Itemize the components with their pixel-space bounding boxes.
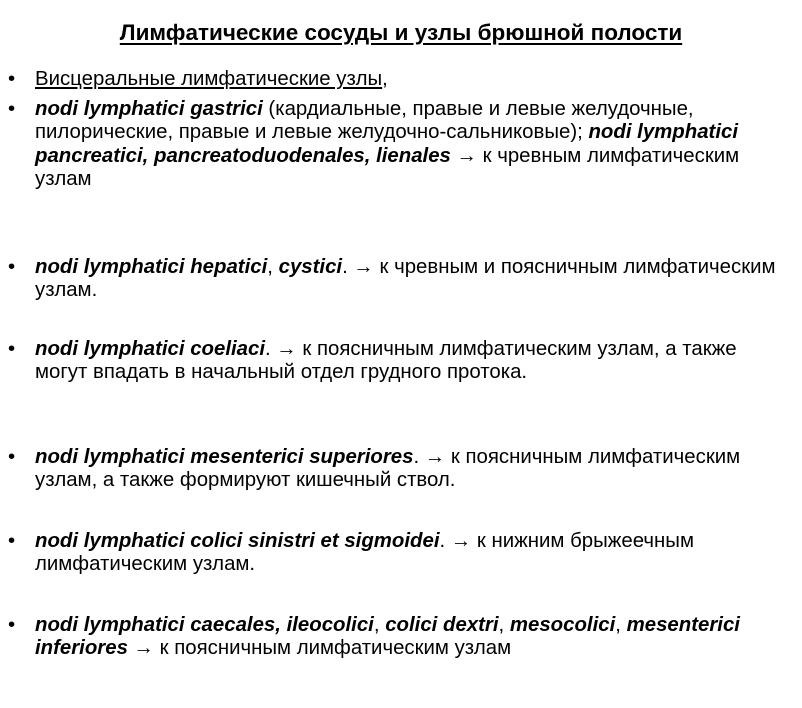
description-text: → к чревным лимфатическим узлам (35, 144, 740, 191)
description-text: , (615, 614, 627, 636)
bullet-marker: • (8, 68, 16, 90)
list-item-text (35, 446, 793, 493)
list-item (8, 338, 793, 385)
bullet-marker: • (8, 530, 16, 552)
latin-term: nodi lymphatici pancreatici, pancreatoduodenales, lienales (35, 121, 738, 167)
page-title-text: Лимфатические сосуды и узлы брюшной полости (119, 20, 683, 45)
description-text: . → к чревным и поясничным лимфатическим узлам. (35, 256, 776, 302)
bullet-marker: • (8, 446, 16, 468)
latin-term: colici dextri (385, 614, 499, 636)
latin-term: nodi lymphatici mesenterici superiores (35, 446, 414, 468)
list-item (8, 256, 793, 303)
list-item-text (35, 256, 793, 303)
heading-tail: , (382, 68, 388, 90)
list-item (8, 614, 793, 661)
latin-term: nodi lymphatici gastrici (35, 98, 263, 120)
description-text: . → к поясничным лимфатическим узлам, а также могут впадать в начальный отдел грудного протока. (35, 338, 737, 384)
description-text: , (373, 614, 386, 636)
latin-term: nodi lymphatici hepatici (35, 256, 268, 278)
list-item (8, 98, 793, 192)
heading-text: Висцеральные лимфатические узлы (35, 68, 383, 90)
list-item-text (35, 338, 793, 385)
list-item (8, 446, 793, 493)
bullet-marker: • (8, 614, 16, 636)
bullet-marker: • (8, 338, 16, 360)
latin-term: mesocolici (509, 614, 616, 636)
latin-term: nodi lymphatici caecales, ileocolici (35, 614, 374, 636)
description-text: , (267, 256, 279, 278)
description-text: (кардиальные, правые и левые желудочные, пилорические, правые и левые желудочно-сальниковые); (35, 98, 694, 144)
list-item-text (35, 68, 793, 91)
latin-term: nodi lymphatici coeliaci (35, 338, 266, 360)
description-text: . → к поясничным лимфатическим узлам, а также формируют кишечный ствол. (35, 446, 741, 492)
list-item-text (35, 98, 793, 192)
bullet-marker: • (8, 98, 16, 120)
description-text: → к поясничным лимфатическим узлам (127, 637, 512, 660)
list-item (8, 530, 793, 577)
list-item-text (35, 614, 793, 661)
bullet-marker: • (8, 256, 16, 278)
list-item (8, 68, 793, 91)
latin-term: cystici (278, 256, 343, 278)
description-text: , (498, 614, 510, 636)
page-title (0, 19, 802, 47)
latin-term: nodi lymphatici colici sinistri et sigmoidei (35, 530, 440, 552)
description-text: . → к нижним брыжеечным лимфатическим узлам. (35, 530, 694, 576)
latin-term: mesenterici inferiores (35, 614, 740, 660)
list-item-text (35, 530, 793, 577)
